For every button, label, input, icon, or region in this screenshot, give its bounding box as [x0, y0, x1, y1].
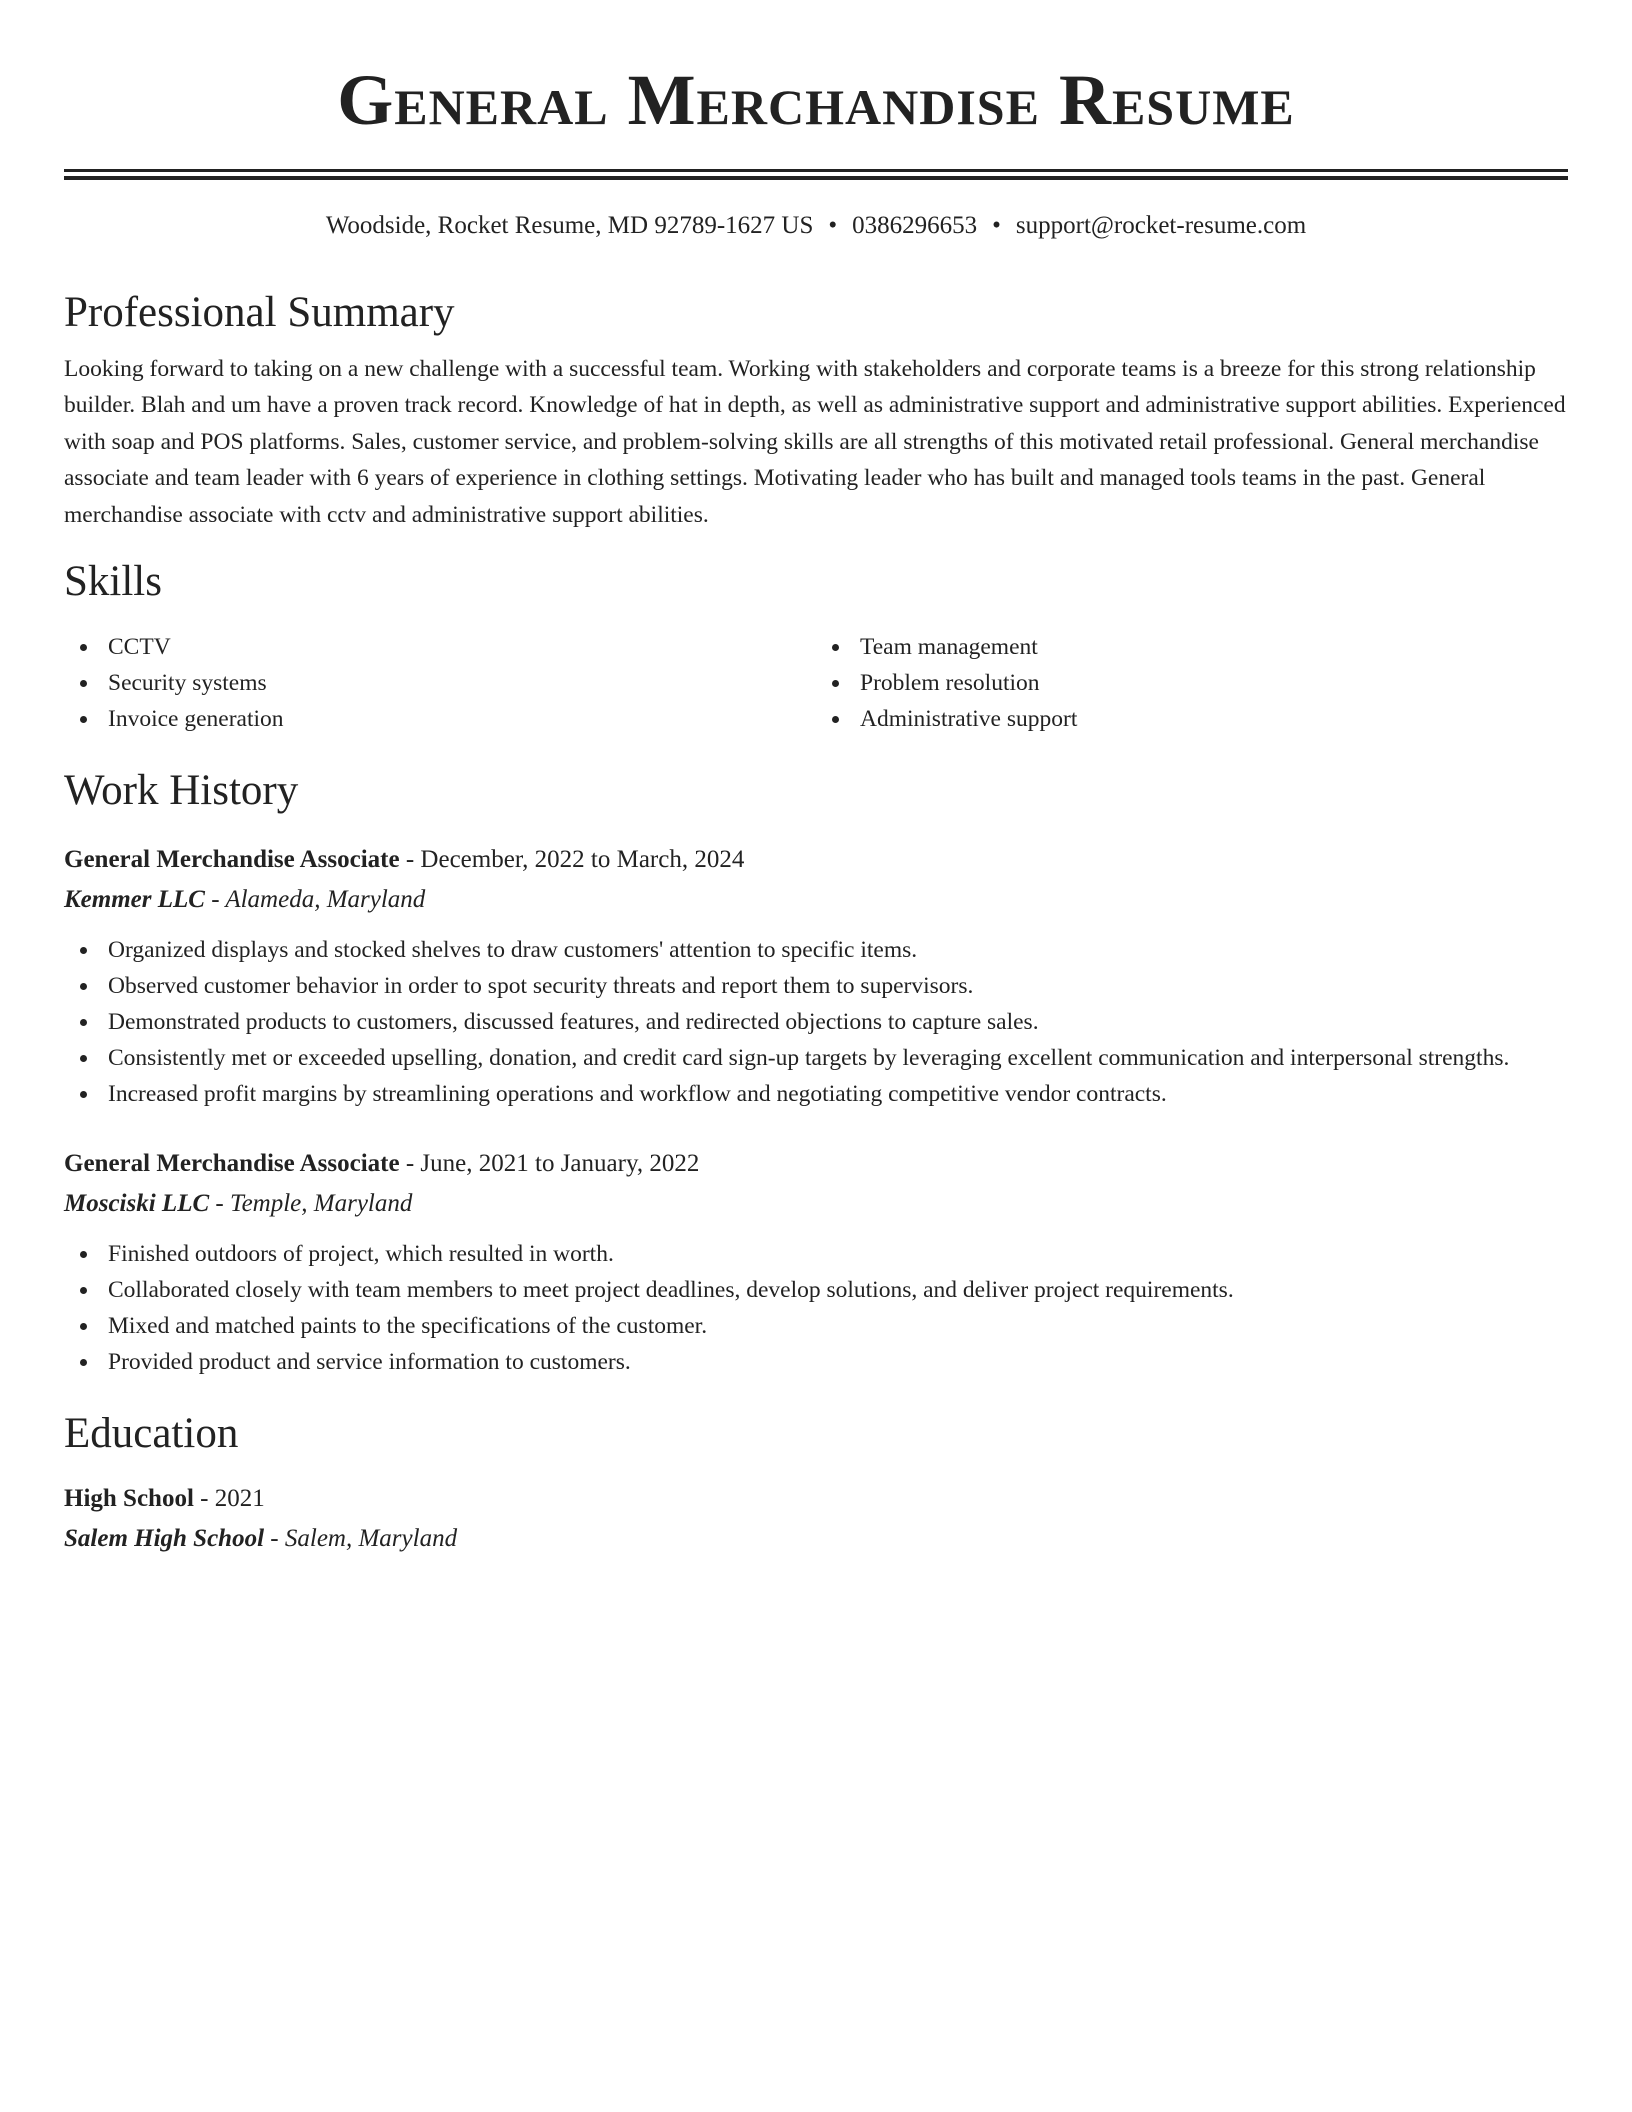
skill-item: Security systems [64, 665, 816, 701]
job-dates: - June, 2021 to January, 2022 [399, 1149, 700, 1177]
job-header [64, 1144, 1568, 1184]
contact-line [64, 211, 1568, 241]
education-heading: Education [64, 1409, 239, 1457]
job-duties [64, 1236, 1568, 1380]
education-year: - 2021 [193, 1485, 265, 1513]
job-company: Mosciski LLC [64, 1189, 210, 1217]
skill-item: Administrative support [816, 701, 1568, 737]
skill-item: Team management [816, 629, 1568, 665]
contact-separator: • [828, 212, 838, 239]
job-header [64, 840, 1568, 880]
education-school-line [64, 1519, 1568, 1559]
job-entry [64, 840, 1568, 1112]
education-location: - Salem, Maryland [264, 1525, 458, 1553]
contact-phone: 0386296653 [852, 212, 978, 239]
resume-title: General Merchandise Resume [337, 60, 1295, 140]
title-divider [64, 169, 1568, 180]
education-entry [64, 1479, 1568, 1559]
job-dates: - December, 2022 to March, 2024 [399, 845, 745, 873]
job-duty: Organized displays and stocked shelves to draw customers' attention to specific items. [64, 932, 1568, 968]
skill-item: Problem resolution [816, 665, 1568, 701]
skills-column-right [816, 629, 1568, 737]
job-title: General Merchandise Associate [64, 845, 400, 873]
contact-email: support@rocket-resume.com [1015, 212, 1307, 239]
job-duty: Observed customer behavior in order to spot security threats and report them to supervisors. [64, 968, 1568, 1004]
job-location: - Alameda, Maryland [204, 885, 426, 913]
job-duty: Finished outdoors of project, which resulted in worth. [64, 1236, 1568, 1272]
education-header [64, 1479, 1568, 1519]
job-title: General Merchandise Associate [64, 1149, 400, 1177]
summary-text: Looking forward to taking on a new challenge with a successful team. Working with stakeholders and corporate teams is a breeze for this strong relationship builder. Blah and um have a proven track record. Knowledge of hat in depth, as well as administrative support and administrative support abilities. Experienced with soap and POS platforms. Sales, customer service, and problem-solving skills are all strengths of this motivated retail professional. General merchandise associate and team leader with 6 years of experience in clothing settings. Motivating leader who has built and managed tools teams in the past. General merchandise associate with cctv and administrative support abilities. [64, 355, 1566, 528]
job-duty: Increased profit margins by streamlining operations and workflow and negotiating competitive vendor contracts. [64, 1076, 1568, 1112]
job-location: - Temple, Maryland [209, 1189, 413, 1217]
work-history-heading: Work History [64, 767, 299, 815]
job-duty: Provided product and service information to customers. [64, 1344, 1568, 1380]
skills-heading: Skills [64, 557, 162, 605]
contact-separator: • [992, 212, 1001, 239]
job-company-line [64, 880, 1568, 920]
contact-address: Woodside, Rocket Resume, MD 92789-1627 US [325, 212, 814, 239]
skill-item: Invoice generation [64, 701, 816, 737]
job-duty: Mixed and matched paints to the specifications of the customer. [64, 1308, 1568, 1344]
skill-item: CCTV [64, 629, 816, 665]
skills-list [64, 629, 1568, 737]
job-company-line [64, 1184, 1568, 1224]
job-duty: Collaborated closely with team members to meet project deadlines, develop solutions, and deliver project requirements. [64, 1272, 1568, 1308]
skills-column-left [64, 629, 816, 737]
job-company: Kemmer LLC [64, 885, 205, 913]
job-entry [64, 1144, 1568, 1380]
summary-heading: Professional Summary [64, 289, 455, 336]
education-school: Salem High School [64, 1525, 265, 1553]
education-degree: High School [64, 1485, 194, 1513]
job-duties [64, 932, 1568, 1112]
job-duty: Consistently met or exceeded upselling, donation, and credit card sign-up targets by leveraging excellent communication and interpersonal strengths. [64, 1040, 1568, 1076]
job-duty: Demonstrated products to customers, discussed features, and redirected objections to capture sales. [64, 1004, 1568, 1040]
